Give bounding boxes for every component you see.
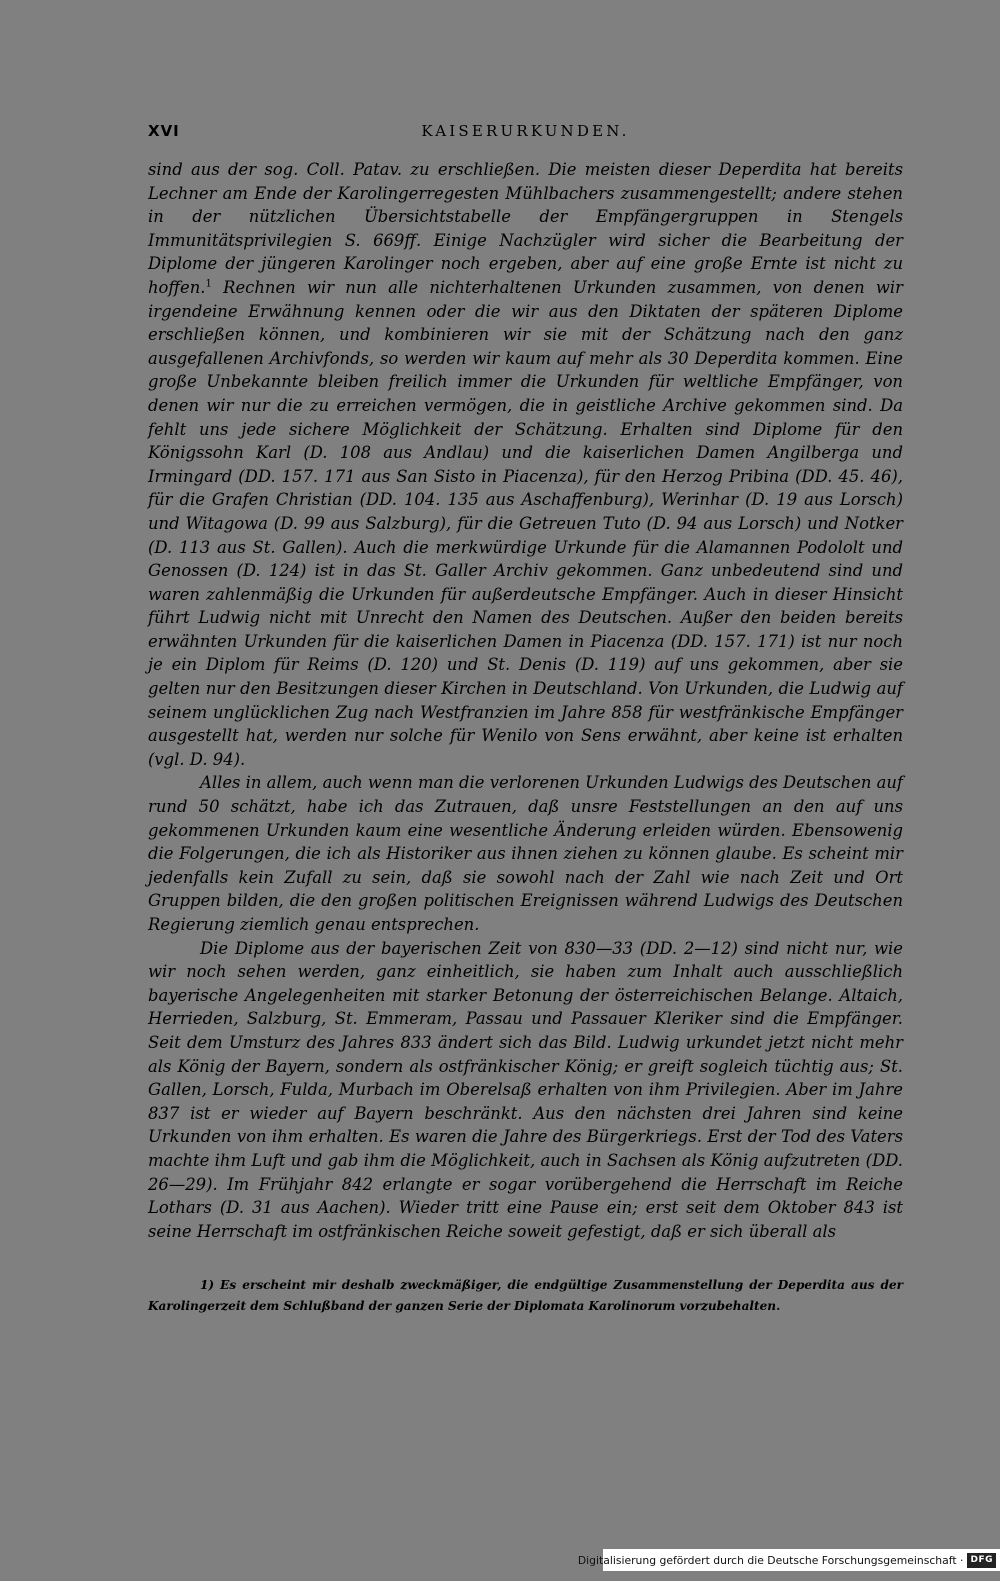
paragraph-1-text: sind aus der sog. Coll. Patav. zu erschließen. Die meisten dieser Deperdita hat bereits Lechner am Ende der Karolingerregesten Mühlbachers zusammengestellt; andere stehen in der nützlichen Übersichtstabelle der Empfängergruppen in Stengels Immunitätsprivilegien S. 669ff. Einige Nachzügler wird sicher die Bearbeitung der Diplome der jüngeren Karolinger noch ergeben, aber auf eine große Ernte ist nicht zu hoffen. xyxy=(148,160,903,297)
paragraph-1-continuation: Rechnen wir nun alle nichterhaltenen Urkunden zusammen, von denen wir irgendeine Erwähnung kennen oder die wir aus den Diktaten der späteren Diplome erschließen können, und kombinieren wir sie mit der Schätzung nach den ganz ausgefallenen Archivfonds, so werden wir kaum auf mehr als 30 Deperdita kommen. Eine große Unbekannte bleiben freilich immer die Urkunden für weltliche Empfänger, von denen wir nur die zu erreichen vermögen, die in geistliche Archive gekommen sind. Da fehlt uns jede sichere Möglichkeit der Schätzung. Erhalten sind Diplome für den Königssohn Karl (D. 108 aus Andlau) und die kaiserlichen Damen Angilberga und Irmingard (DD. 157. 171 aus San Sisto in Piacenza), für den Herzog Pribina (DD. 45. 46), für die Grafen Christian (DD. 104. 135 aus Aschaffenburg), Werinhar (D. 19 aus Lorsch) und Witagowa (D. 99 aus Salzburg), für die Getreuen Tuto (D. 94 aus Lorsch) und Notker (D. 113 aus St. Gallen). Auch die merkwürdige Urkunde für die Alamannen Podololt und Genossen (D. 124) ist in das St. Galler Archiv gekommen. Ganz unbedeutend sind und waren zahlenmäßig die Urkunden für außerdeutsche Empfänger. Auch in dieser Hinsicht führt Ludwig nicht mit Unrecht den Namen des Deutschen. Außer den beiden bereits erwähnten Urkunden für die kaiserlichen Damen in Piacenza (DD. 157. 171) ist nur noch je ein Diplom für Reims (D. 120) und St. Denis (D. 119) auf uns gekommen, aber sie gelten nur den Besitzungen dieser Kirchen in Deutschland. Von Urkunden, die Ludwig auf seinem unglücklichen Zug nach Westfranzien im Jahre 858 für westfränkische Empfänger ausgestellt hat, werden nur solche für Wenilo von Sens erwähnt, aber keine ist erhalten (vgl. D. 94). xyxy=(148,277,903,769)
digitization-credit-bar xyxy=(577,1549,1000,1571)
page-header xyxy=(148,122,903,148)
body-paragraph-1 xyxy=(148,158,903,771)
dfg-logo: DFG xyxy=(967,1553,996,1568)
footnote-separator xyxy=(148,1243,903,1275)
footnote-reference: 1 xyxy=(205,278,212,290)
body-paragraph-3: Die Diplome aus der bayerischen Zeit von 830—33 (DD. 2—12) sind nicht nur, wie wir noch sehen werden, ganz einheitlich, sie haben zum Inhalt auch ausschließlich bayerische Angelegenheiten mit starker Betonung der österreichischen Belange. Altaich, Herrieden, Salzburg, St. Emmeram, Passau und Passauer Kleriker sind die Empfänger. Seit dem Umsturz des Jahres 833 ändert sich das Bild. Ludwig urkundet jetzt nicht mehr als König der Bayern, sondern als ostfränkischer König; er greift sogleich tüchtig aus; St. Gallen, Lorsch, Fulda, Murbach im Oberelsaß erhalten von ihm Privilegien. Aber im Jahre 837 ist er wieder auf Bayern beschränkt. Aus den nächsten drei Jahren sind keine Urkunden von ihm erhalten. Es waren die Jahre des Bürgerkriegs. Erst der Tod des Vaters machte ihm Luft und gab ihm die Möglichkeit, auch in Sachsen als König aufzutreten (DD. 26—29). Im Frühjahr 842 erlangte er sogar vorübergehend die Herrschaft im Reiche Lothars (D. 31 aus Aachen). Wieder tritt eine Pause ein; erst seit dem Oktober 843 ist seine Herrschaft im ostfränkischen Reiche soweit gefestigt, daß er sich überall als xyxy=(148,938,903,1241)
running-title: KAISERURKUNDEN. xyxy=(421,122,630,140)
document-page xyxy=(148,122,903,1317)
digitization-credit-text: Digitalisierung gefördert durch die Deutsche Forschungsgemeinschaft · xyxy=(577,1553,964,1567)
body-paragraph-2: Alles in allem, auch wenn man die verlorenen Urkunden Ludwigs des Deutschen auf rund 50 schätzt, habe ich das Zutrauen, daß unsre Feststellungen an den auf uns gekommenen Urkunden kaum eine wesentliche Änderung erleiden würden. Ebensowenig die Folgerungen, die ich als Historiker aus ihnen ziehen zu können glaube. Es scheint mir jedenfalls kein Zufall zu sein, daß sie sowohl nach der Zahl wie nach Zeit und Ort Gruppen bilden, die den großen politischen Ereignissen während Ludwigs des Deutschen Regierung ziemlich genau entsprechen. xyxy=(148,773,903,934)
page-number: XVI xyxy=(148,122,180,140)
footnote: 1) Es erscheint mir deshalb zweckmäßiger, die endgültige Zusammenstellung der Deperdita aus der Karolingerzeit dem Schlußband der ganzen Serie der Diplomata Karolinorum vorzubehalten. xyxy=(148,1278,903,1314)
